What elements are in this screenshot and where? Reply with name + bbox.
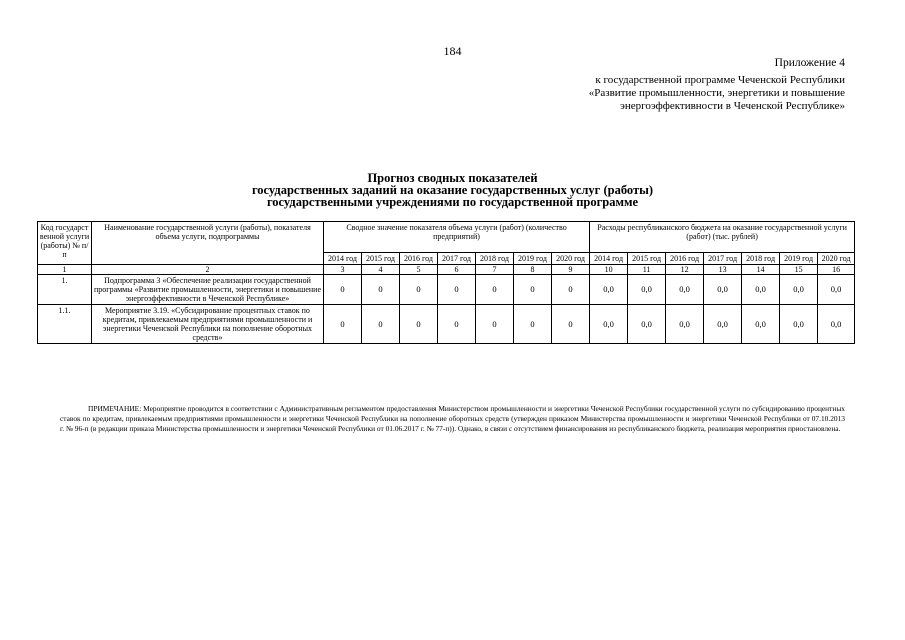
volume-value: 0 (552, 275, 590, 305)
column-number: 3 (324, 265, 362, 275)
volume-value: 0 (324, 275, 362, 305)
expense-value: 0,0 (818, 275, 855, 305)
expense-value: 0,0 (742, 275, 780, 305)
header-year: 2014 год (324, 253, 362, 265)
volume-value: 0 (438, 305, 476, 344)
title-line: Прогноз сводных показателей (367, 171, 538, 185)
column-number: 12 (666, 265, 704, 275)
header-year: 2015 год (362, 253, 400, 265)
document-title (60, 172, 845, 208)
volume-value: 0 (476, 275, 514, 305)
volume-value: 0 (514, 305, 552, 344)
program-reference-line: энергоэффективности в Чеченской Республике» (620, 100, 845, 112)
header-year: 2017 год (438, 253, 476, 265)
volume-value: 0 (514, 275, 552, 305)
volume-value: 0 (324, 305, 362, 344)
row-name: Мероприятие 3.19. «Субсидирование процентных ставок по кредитам, привлекаемым предприятиями промышленности и энергетики Чеченской Республики на пополнение оборотных средств» (92, 305, 324, 344)
volume-value: 0 (552, 305, 590, 344)
column-number: 5 (400, 265, 438, 275)
title-line: государственными учреждениями по государственной программе (266, 195, 639, 209)
column-number: 2 (92, 265, 324, 275)
column-number: 4 (362, 265, 400, 275)
expense-value: 0,0 (590, 275, 628, 305)
column-number: 8 (514, 265, 552, 275)
note-paragraph (60, 404, 845, 434)
header-year: 2020 год (818, 253, 855, 265)
volume-value: 0 (362, 305, 400, 344)
expense-value: 0,0 (704, 305, 742, 344)
expense-value: 0,0 (666, 305, 704, 344)
column-number: 16 (818, 265, 855, 275)
column-number: 13 (704, 265, 742, 275)
expense-value: 0,0 (628, 305, 666, 344)
expense-value: 0,0 (628, 275, 666, 305)
header-year: 2017 год (704, 253, 742, 265)
header-expenses-group: Расходы республиканского бюджета на оказание государственной услуги (работ) (тыс. рублей) (590, 222, 855, 253)
header-year: 2014 год (590, 253, 628, 265)
program-reference-line: к государственной программе Чеченской Республики (595, 74, 845, 86)
column-number: 10 (590, 265, 628, 275)
header-code: Код государст венной услуги (работы) № п/п (38, 222, 92, 265)
table-row (38, 275, 855, 305)
row-code: 1. (38, 275, 92, 305)
note-text: ПРИМЕЧАНИЕ: Мероприятие проводится в соответствии с Административным регламентом предоставления Министерством промышленности и энергетики Чеченской Республики государственной услуги по субсидированию процентных ставок по кредитам, привлекаемым предприятиями промышленности и энергетики Чеченской Республики на пополнение оборотных средств (утвержден приказом Министерства промышленности и энергетики Чеченской Республики от 07.10.2013 г. № 96-п (в редакции приказа Министерства промышленности и энергетики Чеченской Республики от 01.06.2017 г. № 77-п)). Однако, в связи с отсутствием финансирования из республиканского бюджета, реализация мероприятия приостановлена. (60, 404, 845, 433)
column-number: 6 (438, 265, 476, 275)
program-reference (485, 74, 845, 113)
header-volume-group: Сводное значение показателя объема услуги (работ) (количество предприятий) (324, 222, 590, 253)
program-reference-line: «Развитие промышленности, энергетики и повышение (588, 87, 845, 99)
expense-value: 0,0 (590, 305, 628, 344)
column-number: 11 (628, 265, 666, 275)
header-year: 2018 год (476, 253, 514, 265)
volume-value: 0 (476, 305, 514, 344)
header-year: 2020 год (552, 253, 590, 265)
header-year: 2018 год (742, 253, 780, 265)
expense-value: 0,0 (818, 305, 855, 344)
header-year: 2016 год (666, 253, 704, 265)
column-number: 15 (780, 265, 818, 275)
expense-value: 0,0 (742, 305, 780, 344)
header-name: Наименование государственной услуги (работы), показателя объема услуги, подпрограммы (92, 222, 324, 265)
column-number-row (38, 265, 855, 275)
header-year: 2019 год (780, 253, 818, 265)
expense-value: 0,0 (780, 305, 818, 344)
column-number: 7 (476, 265, 514, 275)
header-row-groups (38, 222, 855, 253)
column-number: 1 (38, 265, 92, 275)
column-number: 14 (742, 265, 780, 275)
row-code: 1.1. (38, 305, 92, 344)
column-number: 9 (552, 265, 590, 275)
forecast-table (37, 221, 855, 344)
volume-value: 0 (438, 275, 476, 305)
volume-value: 0 (400, 305, 438, 344)
row-name: Подпрограмма 3 «Обеспечение реализации государственной программы «Развитие промышленности, энергетики и повышение энергоэффективности в Чеченской Республике» (92, 275, 324, 305)
title-line: государственных заданий на оказание государственных услуг (работы) (251, 183, 654, 197)
expense-value: 0,0 (780, 275, 818, 305)
header-year: 2016 год (400, 253, 438, 265)
volume-value: 0 (362, 275, 400, 305)
page-number: 184 (443, 44, 462, 58)
expense-value: 0,0 (704, 275, 742, 305)
volume-value: 0 (400, 275, 438, 305)
header-year: 2015 год (628, 253, 666, 265)
appendix-label: Приложение 4 (774, 57, 845, 69)
table-row (38, 305, 855, 344)
expense-value: 0,0 (666, 275, 704, 305)
header-year: 2019 год (514, 253, 552, 265)
